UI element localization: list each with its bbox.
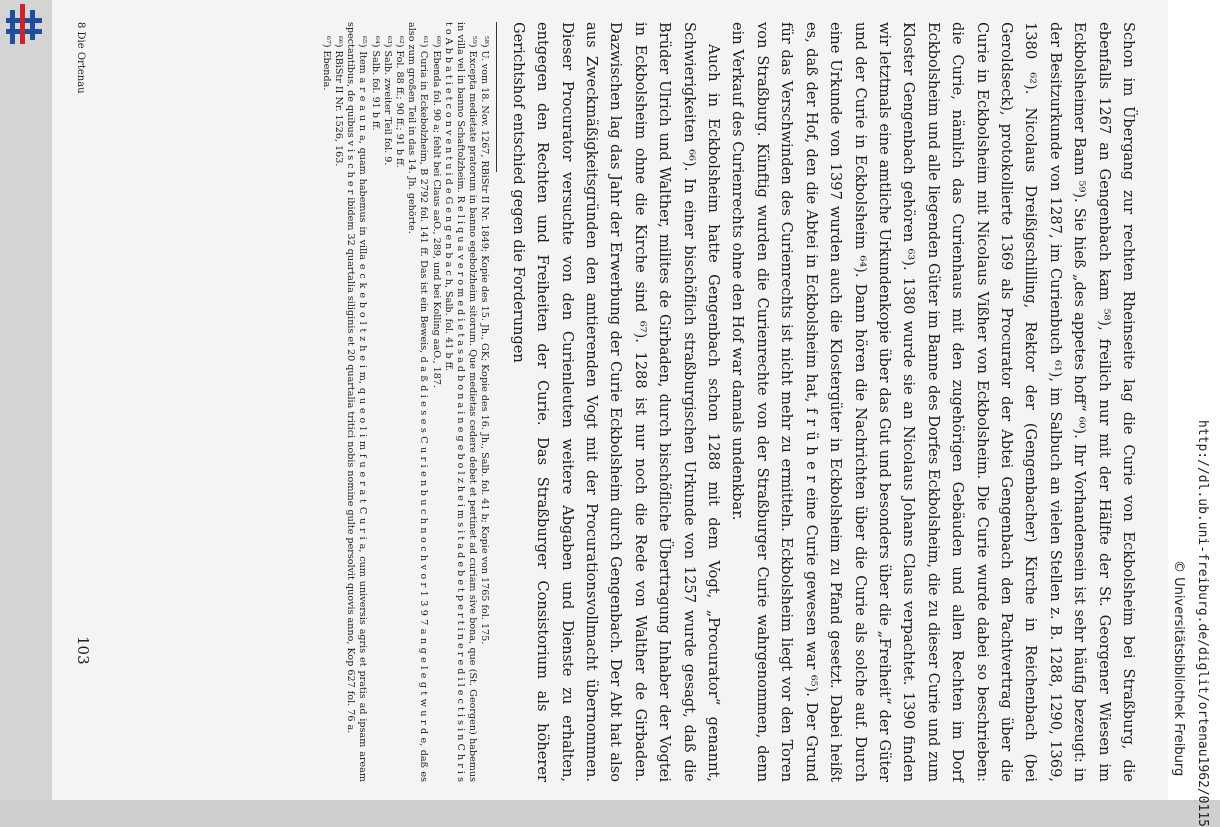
footnote-58: ⁵⁸) U. vom 18. Nov. 1267, RBiStr II Nr. 1849; Kopie des 15. Jh., GK; Kopie des 16. Jh., Salb. fol. 41 b; Kopie von 1765 fol. 175. (479, 36, 491, 645)
footnotes (320, 22, 491, 782)
rotated-page-content (52, 0, 1168, 800)
body-paragraph-1: Schon im Übergang zur rechten Rheinseite lag die Curie von Eckbolsheim bei Straßburg, die ebenfalls 1267 an Gengenbach kam ⁵⁸), freilich nur mit der Hälfte der St. Georgener Wiesen im Eckbolsheimer Bann ⁵⁹). Sie hieß „des appetes hoff“ ⁶⁰). Ihr Vorhandensein ist sehr häufig bezeugt: in der Besitzurkunde von 1287, im Curienbuch ⁶¹), im Salbuch an vielen Stellen z. B. 1288, 1290, 1369, 1380 ⁶²). Nicolaus Dreißigschilling, Rektor der (Gengenbacher) Kirche in Reichenbach (bei Geroldseck), protokollierte 1369 als Procurator der Abtei Gengenbach den Pachtvertrag über die Curie in Eckbolsheim mit Nicolaus Vißher von Eckbolsheim. Die Curie wurde dabei so beschrieben: die Curie, nämlich das Curienhaus mit den zugehörigen Gebäuden und allen Rechten im Dorf Eckbolsheim und alle liegenden Güter im Banne des Dorfes Eckbolsheim, die zu dieser Curie und zum Kloster Gengenbach gehören ⁶³). 1380 wurde sie an Nicolaus Johans Claus verpachtet. 1390 finden wir letztmals eine amtliche Urkundenkopie über das Gut und besonders über die „Freiheit“ der Güter und der Curie in Eckbolsheim ⁶⁴). Dann hören die Nachrichten über die Curie als solche auf. Durch eine Urkunde von 1397 wurden auch die Klostergüter in Eckbolsheim zu Pfand gesetzt. Dabei heißt es, daß der Hof, den die Abtei in Eckbolsheim hat, f r ü h e r eine Curie gewesen war ⁶⁵). Der Grund für das Verschwinden des Curienrechts ist nicht mehr zu ermitteln. Eckbolsheim liegt vor den Toren von Straßburg. Künftig wurden die Curienrechte von der Straßburger Curie wahrgenommen, denn ein Verkauf des Curienrechts ohne den Hof war damals undenkbar. (729, 22, 1137, 782)
footnote-63: ⁶³) Salb. zweiter Teil fol. 9. (381, 36, 393, 166)
copyright-notice: © Universitätsbibliothek Freiburg (1171, 560, 1186, 777)
footnote-64: ⁶⁴) Salb. fol. 91 b ff. (369, 36, 381, 131)
scanned-page (52, 0, 1168, 800)
footnote-59: ⁵⁹) Excepta medietate pratorum in banno egebolzheim sitorum. Que medietas cedere debet et pertinet ad curiam sive bona, que (St. Georgen) habemus in villa vel in banno Schaftolzheim. R e l i q u a v e r o m e d i e t a s a d b o n a i n e g e b o l z h e i m s i t a d e b e t p e r t i n e r e d i l e c t i s i n C h r i s t o A b b a t i e t c o n v e n t u i d e G e n g e n b a c h, Salb. fol. 41 b ff. (442, 22, 479, 782)
library-logo (2, 4, 46, 48)
footnote-60: ⁶⁰) Ebenda fol. 90 a; fehlt bei Claus aaO., 289, und bei Kolling aaO., 187. (430, 36, 442, 389)
page-number: 103 (74, 636, 92, 665)
body-paragraph-2: Auch in Eckbolsheim hatte Gengenbach schon 1288 mit dem Vogt, „Procurator“ genannt, Schwierigkeiten ⁶⁶). In einer bischöflich straßburgischen Urkunde von 1257 wurde gesagt, daß die Brüder Ulrich und Walther, milites de Girbaden, durch bischöfliche Übertragung Inhaber der Vogtei in Eckbolsheim ohne die Kirche sind ⁶⁷). 1288 ist nur noch die Rede von Walther de Girbaden. Dazwischen lag das Jahr der Erwerbung der Curie Eckbolsheim durch Gengenbach. Der Abt hat also aus Zweckmäßigkeitsgründen den amtierenden Vogt mit der Procurationsvollmacht übernommen. Dieser Procurator versuchte von den Curienleuten weitere Abgaben und Dienste zu erhalten, entgegen den Rechten und Freiheiten der Curie. Das Straßburger Consistorium als höherer Gerichtshof entschied gegen die Forderungen (509, 22, 723, 782)
page-text (320, 22, 1140, 782)
footnote-62: ⁶²) Fol. 88 ff.; 90 ff.; 91 b ff. (394, 36, 406, 168)
viewer-left-strip (0, 0, 52, 800)
body-text (505, 22, 1140, 782)
viewer-right-strip (1168, 0, 1220, 827)
footnote-61: ⁶¹) Curia in Eckebolzheim, B 2792 fol. 141 ff. Das ist ein Beweis, d a ß d i e s e s C u r i e n b u c h n o c h v o r 1 3 9 7 a n g e l e g t w u r d e, daß es also zum großen Teil in das 14. Jh. gehörte. (406, 22, 430, 782)
footnote-rule (496, 22, 497, 172)
footnote-65: ⁶⁵) Item a r e a u n a, quam habemus in villa e c k e b o l t z h e i m, q u e o l i m f u e r a t C u r i a, cum universis agris et pratis ad ipsam aream spectantibus, de quibus v i s c h e r ibidem 32 quartalia siliginis et 20 quartalia tritici nobis nomine gulte persolvit quovis anno, Kop 627 fol. 76 a. (345, 22, 369, 782)
footnote-66: ⁶⁶) RBiStr II Nr. 1526, 163. (333, 36, 344, 167)
permalink-url[interactable]: http://dl.ub.uni-freiburg.de/diglit/ortenau1962/0115 (1195, 420, 1210, 827)
running-footer: 8 Die Ortenau (75, 22, 86, 94)
footnote-67: ⁶⁷) Ebenda. (320, 36, 332, 91)
